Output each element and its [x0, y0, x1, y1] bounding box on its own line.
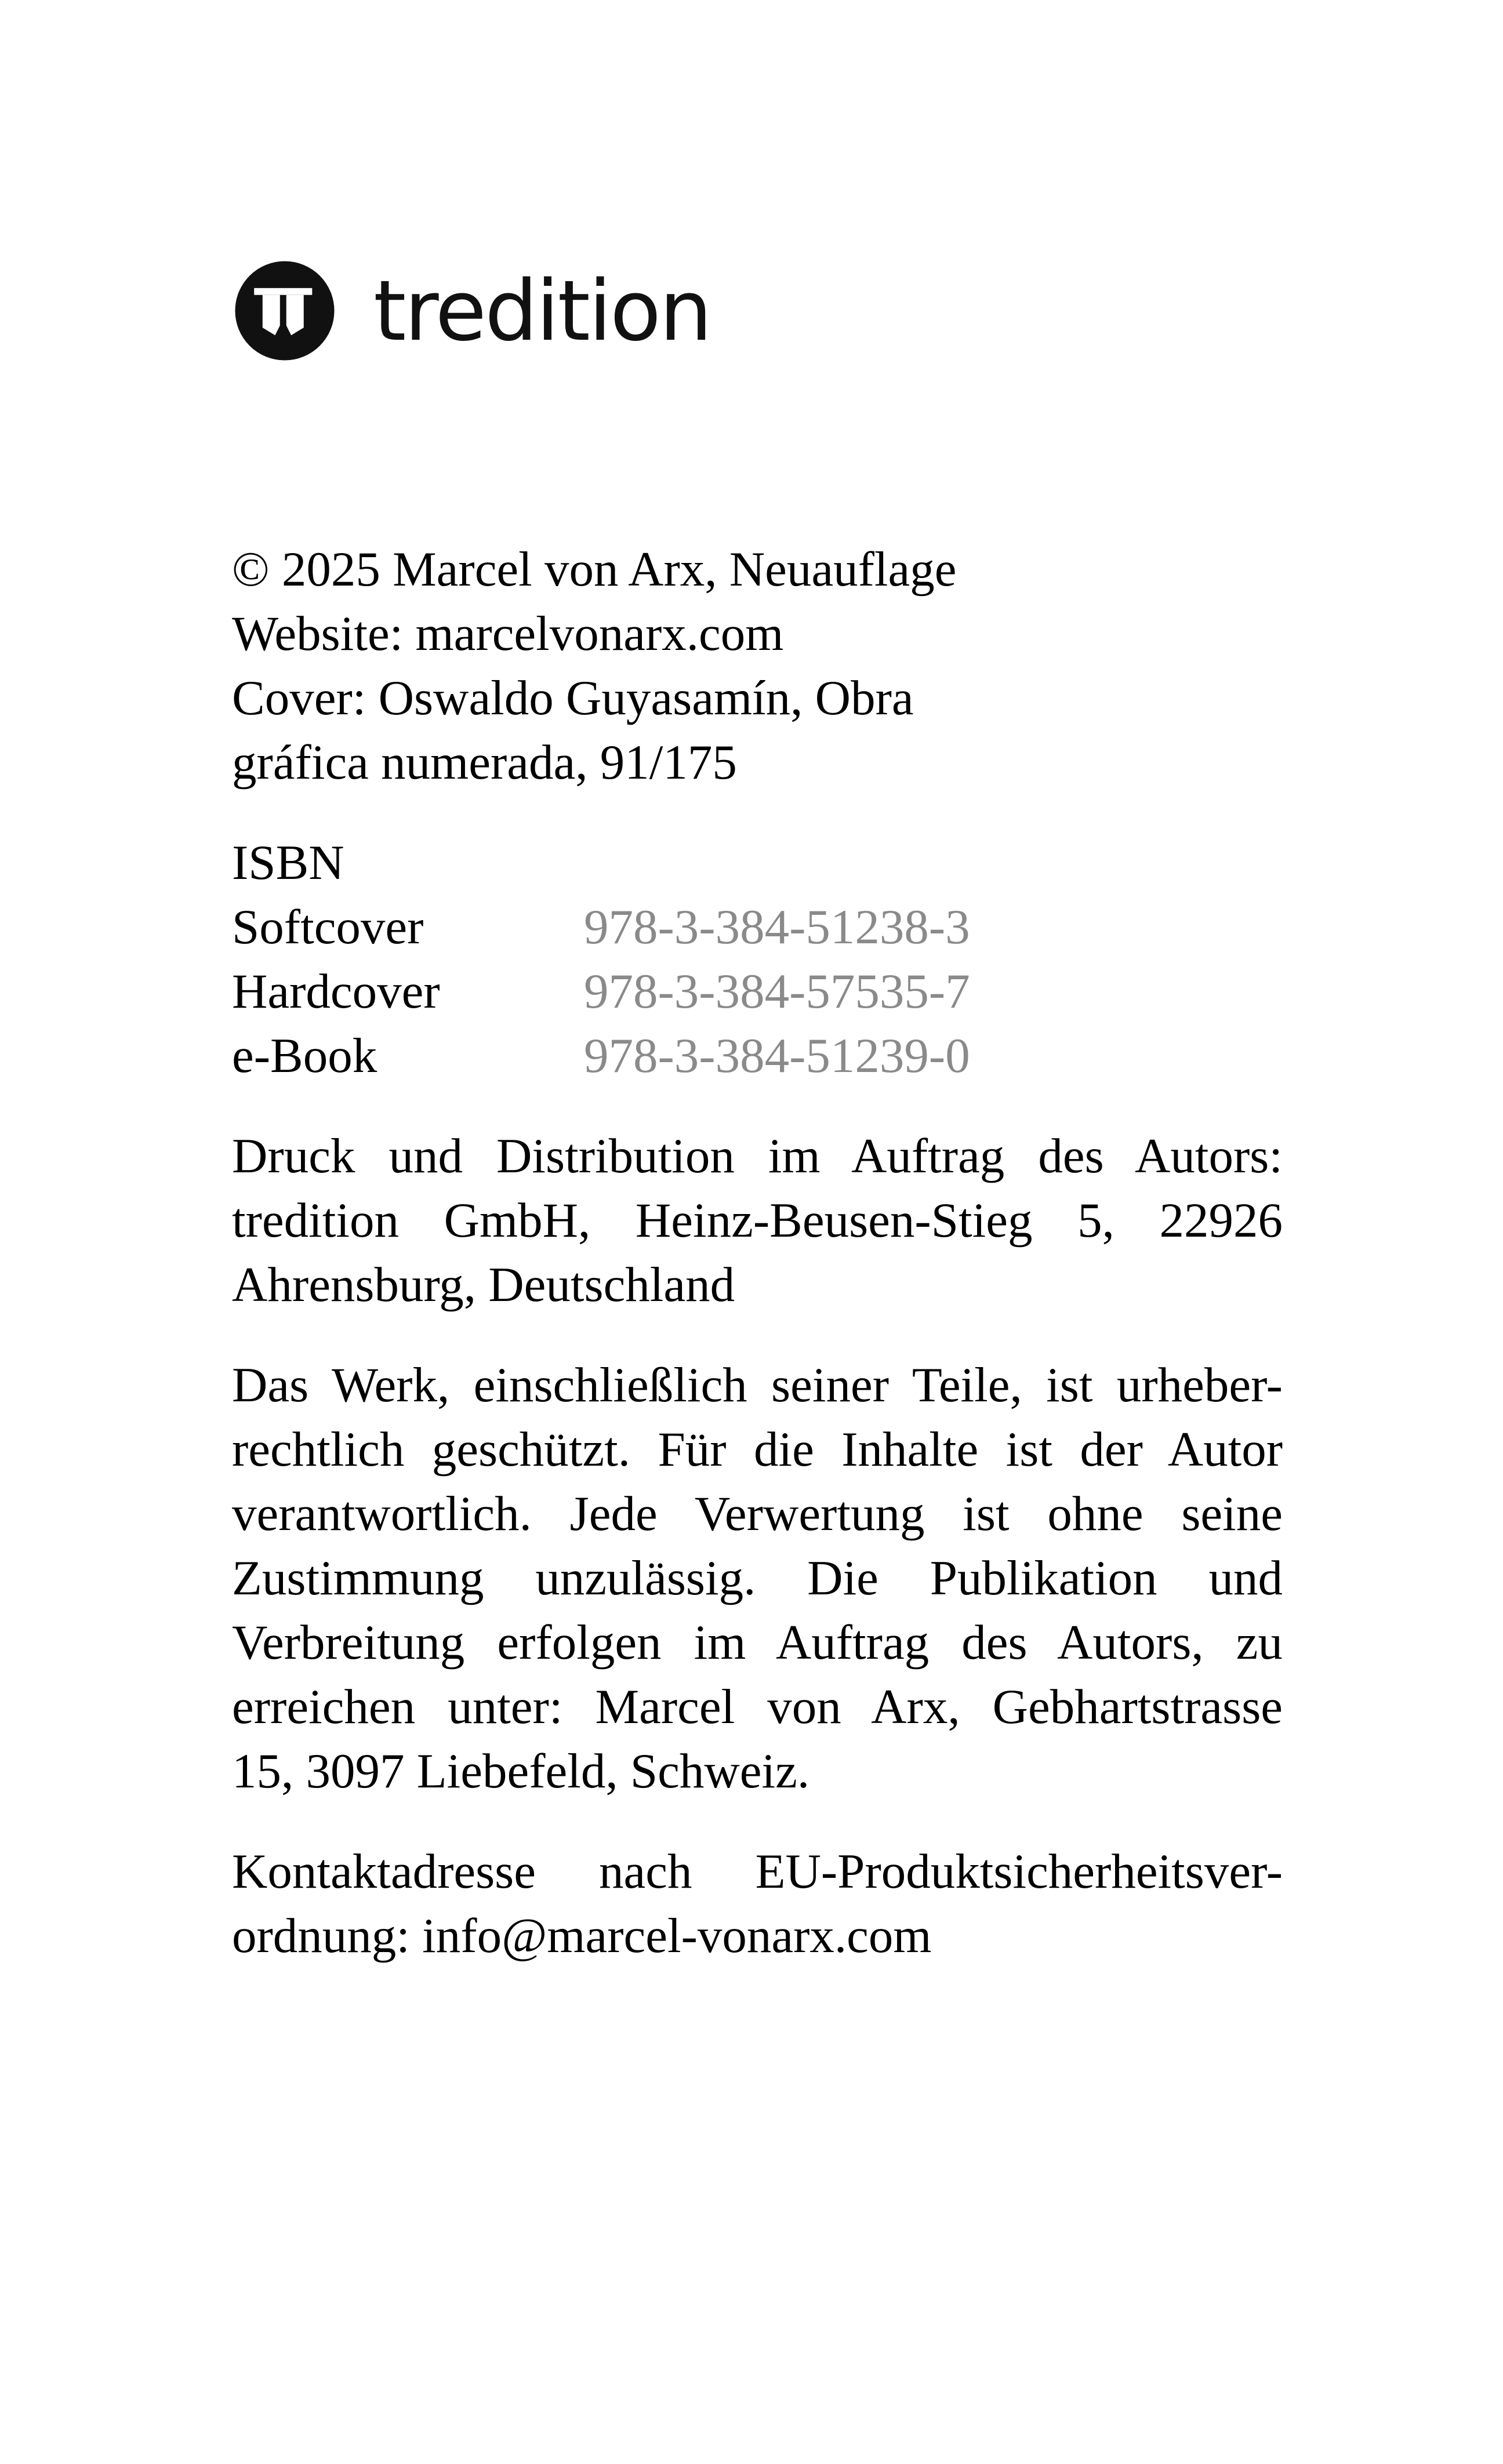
paragraph-line: Das Werk, einschließlich seiner Teile, ist urheber-	[232, 1358, 1283, 1412]
isbn-label: Hardcover	[232, 964, 440, 1019]
copyright-notice-paragraph	[232, 1353, 1283, 1804]
isbn-heading: ISBN	[232, 835, 344, 890]
contact-paragraph	[232, 1840, 1283, 1968]
paragraph-line: 15, 3097 Liebefeld, Schweiz.	[232, 1744, 810, 1798]
logo-wordmark: tredition	[373, 262, 711, 359]
paragraph-line: Ahrensburg, Deutschland	[232, 1258, 735, 1312]
isbn-label: e-Book	[232, 1029, 377, 1083]
tredition-logo-icon	[232, 258, 337, 364]
copyright-line: © 2025 Marcel von Arx, Neuauflage	[232, 542, 957, 597]
copyright-line: Website: marcelvonarx.com	[232, 606, 784, 661]
isbn-row	[232, 895, 1283, 960]
paragraph-line: rechtlich geschützt. Für die Inhalte ist der Autor	[232, 1422, 1283, 1477]
isbn-label: Softcover	[232, 900, 424, 954]
tredition-logo	[232, 258, 1283, 364]
isbn-row	[232, 1024, 1283, 1088]
isbn-value: 978-3-384-51239-0	[584, 1029, 970, 1083]
paragraph-line: Kontaktadresse nach EU-Produktsicherheitsver-	[232, 1844, 1283, 1899]
imprint-content	[232, 258, 1283, 2004]
isbn-block	[232, 831, 1283, 1088]
paragraph-line: erreichen unter: Marcel von Arx, Gebhartstrasse	[232, 1680, 1283, 1734]
isbn-value: 978-3-384-51238-3	[584, 900, 970, 954]
paragraph-line: Druck und Distribution im Auftrag des Autors:	[232, 1129, 1283, 1183]
paragraph-line: ordnung: info@marcel-vonarx.com	[232, 1909, 932, 1963]
paragraph-line: Verbreitung erfolgen im Auftrag des Autors, zu	[232, 1615, 1283, 1670]
paragraph-line: verantwortlich. Jede Verwertung ist ohne seine	[232, 1487, 1283, 1541]
copyright-line: gráfica numerada, 91/175	[232, 735, 737, 790]
print-distribution-paragraph	[232, 1124, 1283, 1317]
isbn-row	[232, 960, 1283, 1024]
copyright-line: Cover: Oswaldo Guyasamín, Obra	[232, 671, 914, 725]
paragraph-line: Zustimmung unzulässig. Die Publikation und	[232, 1551, 1283, 1605]
isbn-value: 978-3-384-57535-7	[584, 964, 970, 1019]
copyright-block	[232, 537, 1283, 795]
paragraph-line: tredition GmbH, Heinz-Beusen-Stieg 5, 22926	[232, 1193, 1283, 1248]
